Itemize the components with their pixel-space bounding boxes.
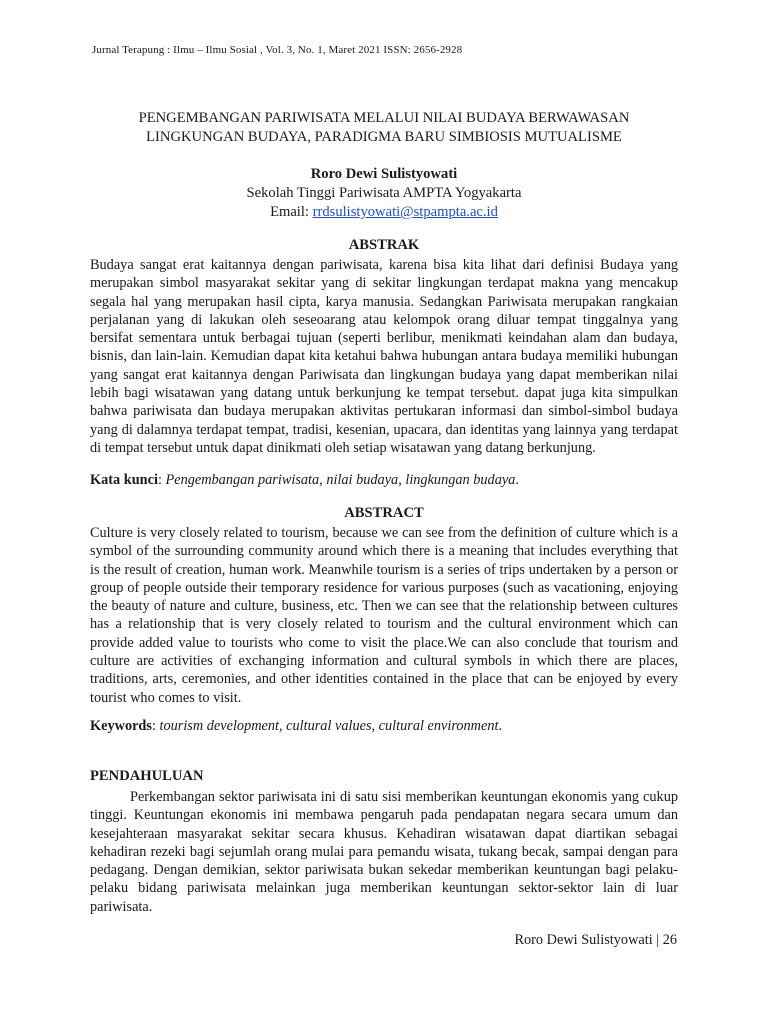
pendahuluan-body xyxy=(90,788,678,916)
abstract-keywords: Keywords: tourism development, cultural values, cultural environment. xyxy=(90,718,503,734)
keywords-label: Keywords xyxy=(90,718,152,734)
abstrak-text: Budaya sangat erat kaitannya dengan pariwisata, karena bisa kita lihat dari definisi Budaya yang merupakan simbol masyarakat sekitar yang di sekitar lingkungan terdapat makna yang mencakup segala hal yang merupakan hasil cipta, karya manusia. Sedangkan Pariwisata merupakan rangkaian perjalanan yang di lakukan oleh seseoarang atau kelompok orang diluar tempat tinggalnya yang bersifat sementara untuk berbagai tujuan (seperti berlibur, menikmati keindahan alam dan budaya, bisnis, dan lain-lain. Kemudian dapat kita ketahui bahwa hubungan antara budaya memiliki hubungan yang sangat erat kaitannya dengan Pariwisata dan lingkungan budaya yang dapat memberikan nilai lebih bagi wisatawan yang datang untuk berkunjung ke tempat tersebut. dapat juga kita simpulkan bahwa pariwisata dan budaya merupakan aktivitas pertukaran informasi dan simbol-simbol budaya yang di dalamnya terdapat tempat, tradisi, kesenian, upacara, dan identitas yang lainnya yang terdapat di tempat tersebut untuk dapat dinikmati oleh setiap wisatawan yang datang berkunjung. xyxy=(90,257,678,456)
pendahuluan-paragraph: Perkembangan sektor pariwisata ini di satu sisi memberikan keuntungan ekonomis yang cukup tinggi. Keuntungan ekonomis ini membawa pengaruh pada pendapatan negara secara umum dan kesejahteraan masyarakat sekitar secara khusus. Kehadiran wisatawan dapat diartikan sebagai kehadiran rezeki bagi sejumlah orang mulai para pemandu wisata, tukang becak, sampai dengan para pedagang. Dengan demikian, sektor pariwisata bukan sekedar memberikan keuntungan bagi pelaku-pelaku bidang pariwisata melainkan juga memberikan keuntungan sektor-sektor lain di luar pariwisata. xyxy=(90,789,678,915)
title-line-2: LINGKUNGAN BUDAYA, PARADIGMA BARU SIMBIOSIS MUTUALISME xyxy=(146,129,622,145)
pendahuluan-heading: PENDAHULUAN xyxy=(90,768,204,784)
abstrak-keywords: Kata kunci: Pengembangan pariwisata, nilai budaya, lingkungan budaya. xyxy=(90,472,519,488)
page-footer: Roro Dewi Sulistyowati | 26 xyxy=(514,932,677,948)
abstrak-heading: ABSTRAK xyxy=(348,237,420,253)
kata-kunci-values: Pengembangan pariwisata, nilai budaya, lingkungan budaya xyxy=(165,472,516,488)
abstrak-body xyxy=(90,256,678,457)
author-block xyxy=(80,165,688,222)
email-label: Email: xyxy=(270,204,313,220)
keywords-values: tourism development, cultural values, cultural environment xyxy=(159,718,499,734)
title-line-1: PENGEMBANGAN PARIWISATA MELALUI NILAI BUDAYA BERWAWASAN xyxy=(138,110,630,126)
abstract-text: Culture is very closely related to tourism, because we can see from the definition of culture which is a symbol of the surrounding community around which there is a meaning that includes everything that is the result of creation, human work. Meanwhile tourism is a series of trips undertaken by a person or group of people outside their temporary residence for various purposes (such as vacationing, enjoying the beauty of nature and culture, business, etc. Then we can see that the relationship between cultures has a relationship that is very closely related to tourism and the cultural environment which can provide added value to tourists who come to visit the place.We can also conclude that tourism and culture are activities of exchanging information and cultural symbols in which there are places, traditions, arts, ceremonies, and other identities contained in the place that can be enjoyed by every tourist who comes to visit. xyxy=(90,525,678,706)
email-link[interactable]: rrdsulistyowati@stpampta.ac.id xyxy=(312,204,498,220)
author-email-line xyxy=(80,203,688,222)
author-name: Roro Dewi Sulistyowati xyxy=(310,166,458,182)
article-title xyxy=(80,109,688,147)
abstract-heading: ABSTRACT xyxy=(344,505,424,521)
abstract-body xyxy=(90,524,678,707)
kata-kunci-label: Kata kunci xyxy=(90,472,158,488)
author-affiliation: Sekolah Tinggi Pariwisata AMPTA Yogyakarta xyxy=(246,185,522,201)
running-head: Jurnal Terapung : Ilmu – Ilmu Sosial , Vol. 3, No. 1, Maret 2021 ISSN: 2656-2928 xyxy=(92,44,463,56)
